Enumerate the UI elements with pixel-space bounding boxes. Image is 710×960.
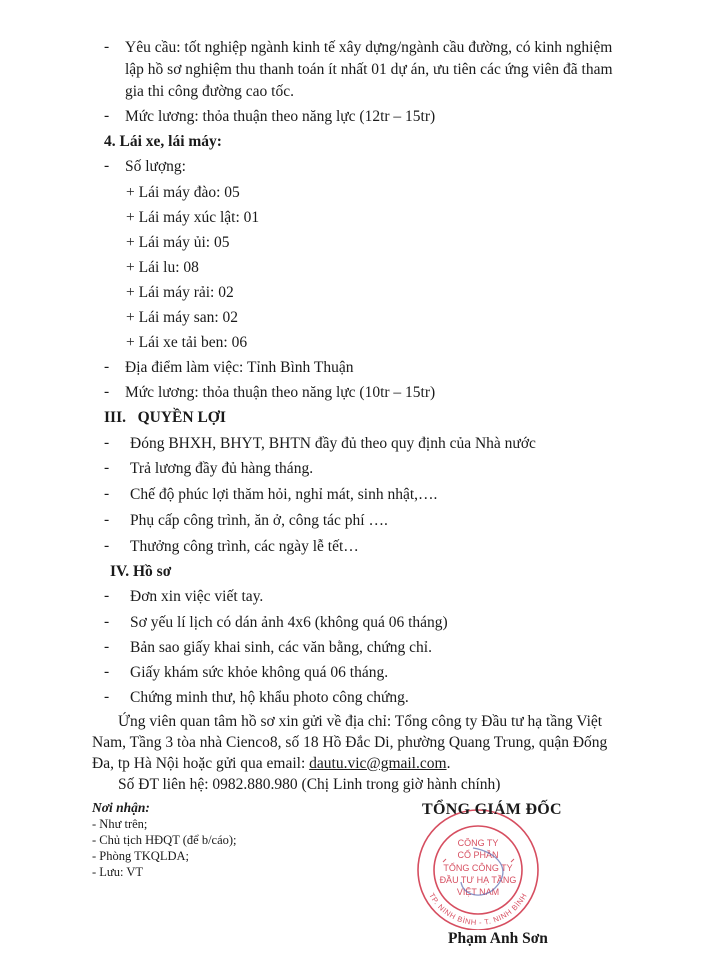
salary-line-2: Mức lương: thỏa thuận theo năng lực (10tr – 15tr) [125, 384, 436, 401]
section-iii-heading: III. QUYỀN LỢI [104, 409, 226, 426]
bullet-dash: - [104, 157, 110, 174]
bullet-dash: - [104, 613, 110, 630]
bullet-dash: - [104, 38, 110, 55]
bullet-dash: - [104, 358, 110, 375]
requirement-line-3: gia thi công đường cao tốc. [125, 83, 294, 100]
bullet-dash: - [104, 511, 110, 528]
seal-text-line: CÔNG TY [457, 838, 499, 848]
driver-item: + Lái máy xúc lật: 01 [126, 209, 260, 226]
recipient-item: - Lưu: VT [92, 865, 143, 879]
bullet-dash: - [104, 537, 110, 554]
contact-email-link[interactable]: dautu.vic@gmail.com [309, 755, 447, 772]
bullet-dash: - [104, 485, 110, 502]
salary-line-1: Mức lương: thỏa thuận theo năng lực (12tr – 15tr) [125, 108, 436, 125]
contact-phone: Số ĐT liên hệ: 0982.880.980 (Chị Linh trong giờ hành chính) [118, 776, 501, 793]
contact-line-3 [92, 754, 450, 774]
signer-name: Phạm Anh Sơn [448, 930, 548, 947]
recipients-title: Nơi nhận: [92, 800, 150, 815]
driver-item: + Lái máy ủi: 05 [126, 234, 230, 251]
seal-text-line: ĐẦU TƯ HẠ TẦNG [439, 875, 517, 885]
driver-item: + Lái lu: 08 [126, 259, 199, 276]
seal-text-line: CỔ PHẦN [457, 850, 499, 860]
contact-line-3-end: . [446, 755, 451, 772]
document-item: Bản sao giấy khai sinh, các văn bằng, chứng chỉ. [130, 639, 432, 656]
benefit-item: Trả lương đầy đủ hàng tháng. [130, 460, 314, 477]
recipients-block [92, 800, 237, 880]
driver-item: + Lái máy rải: 02 [126, 284, 234, 301]
work-location: Địa điểm làm việc: Tỉnh Bình Thuận [125, 359, 354, 376]
benefit-item: Đóng BHXH, BHYT, BHTN đầy đủ theo quy định của Nhà nước [130, 435, 536, 452]
company-seal [403, 800, 553, 930]
requirement-line-1: Yêu cầu: tốt nghiệp ngành kinh tế xây dựng/ngành cầu đường, có kinh nghiệm [125, 39, 613, 56]
document-item: Chứng minh thư, hộ khẩu photo công chứng. [130, 689, 409, 706]
seal-text-line: TỔNG CÔNG TY [443, 863, 513, 873]
benefit-item: Thưởng công trình, các ngày lễ tết… [130, 538, 359, 555]
bullet-dash: - [104, 587, 110, 604]
seal-ring-text: TP. NINH BÌNH - T. NINH BÌNH [427, 891, 529, 928]
bullet-dash: - [104, 688, 110, 705]
seal-text-line: VIỆT NAM [456, 887, 500, 897]
contact-line-3-text: Đa, tp Hà Nội hoặc gửi qua email: [92, 755, 310, 772]
bullet-dash: - [104, 434, 110, 451]
section-4-heading: 4. Lái xe, lái máy: [104, 133, 222, 150]
recipient-item: - Chủ tịch HĐQT (để b/cáo); [92, 833, 237, 847]
driver-item: + Lái máy đào: 05 [126, 184, 240, 201]
bullet-dash: - [104, 663, 110, 680]
signer-title: TỔNG GIÁM ĐỐC [422, 801, 562, 818]
document-item: Giấy khám sức khỏe không quá 06 tháng. [130, 664, 389, 681]
recipient-item: - Phòng TKQLDA; [92, 849, 189, 863]
document-item: Đơn xin việc viết tay. [130, 588, 264, 605]
document-item: Sơ yếu lí lịch có dán ảnh 4x6 (không quá 06 tháng) [130, 614, 448, 631]
benefit-item: Chế độ phúc lợi thăm hỏi, nghỉ mát, sinh nhật,…. [130, 486, 438, 503]
recipient-item: - Như trên; [92, 817, 148, 831]
bullet-dash: - [104, 383, 110, 400]
bullet-dash: - [104, 459, 110, 476]
bullet-dash: - [104, 107, 110, 124]
bullet-dash: - [104, 638, 110, 655]
section-iv-heading: IV. Hồ sơ [110, 563, 172, 580]
contact-line-1: Ứng viên quan tâm hồ sơ xin gửi về địa chỉ: Tổng công ty Đầu tư hạ tầng Việt [118, 713, 603, 730]
driver-item: + Lái máy san: 02 [126, 309, 239, 326]
requirement-line-2: lập hồ sơ nghiệm thu thanh toán ít nhất 01 dự án, ưu tiên các ứng viên đã tham [125, 61, 613, 78]
driver-item: + Lái xe tải ben: 06 [126, 334, 248, 351]
benefit-item: Phụ cấp công trình, ăn ở, công tác phí …. [130, 512, 388, 529]
contact-line-2: Nam, Tầng 3 tòa nhà Cienco8, số 18 Hồ Đắc Di, phường Quang Trung, quận Đống [92, 734, 608, 751]
quantity-label: Số lượng: [125, 158, 186, 175]
